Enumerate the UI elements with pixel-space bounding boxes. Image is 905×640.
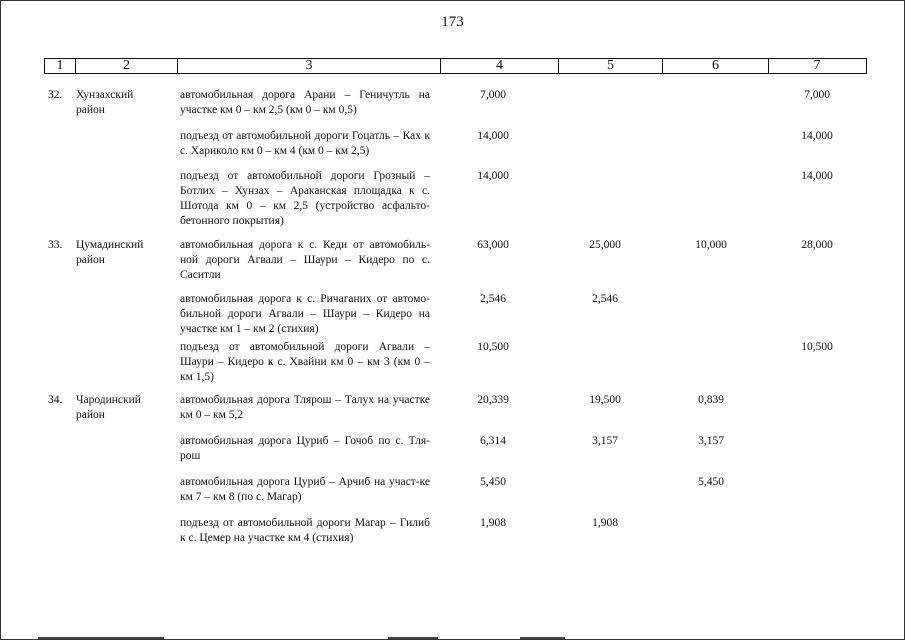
road-description: автомобильная дорога Арани – Геничутль на участке км 0 – км 2,5 (км 0 – км 0,5) (180, 89, 430, 116)
bottom-rule (388, 637, 438, 639)
value-col-7: 10,500 (801, 341, 833, 353)
road-description: подъезд от автомобильной дороги Магар – Гилиб к с. Цемер на участке км 4 (стихия) (180, 517, 430, 544)
value-col-5: 25,000 (589, 239, 621, 251)
value-col-4: 10,500 (477, 341, 509, 353)
road-description: автомобильная дорога к с. Ричаганих от автомо-бильной дороги Агвали – Шаури – Кидеро на участке км 1 – км 2 (стихия) (180, 293, 430, 335)
value-col-7: 14,000 (801, 130, 833, 142)
value-col-4: 5,450 (480, 476, 506, 488)
value-col-4: 1,908 (480, 517, 506, 529)
value-col-4: 63,000 (477, 239, 509, 251)
header-col-1: 1 (56, 58, 64, 73)
value-col-6: 5,450 (698, 476, 724, 488)
row-number: 34. (48, 394, 63, 406)
value-col-7: 28,000 (801, 239, 833, 251)
value-col-5: 1,908 (592, 517, 618, 529)
road-description: автомобильная дорога Цуриб – Арчиб на участ-ке км 7 – км 8 (по с. Магар) (180, 476, 430, 503)
value-col-4: 6,314 (480, 435, 506, 447)
value-col-6: 10,000 (695, 239, 727, 251)
bottom-rule (38, 637, 164, 639)
row-number: 33. (48, 239, 63, 251)
value-col-7: 7,000 (804, 89, 830, 101)
header-col-5: 5 (558, 59, 662, 73)
value-col-5: 3,157 (592, 435, 618, 447)
header-col-6: 6 (662, 59, 768, 73)
header-col-2: 2 (75, 59, 177, 73)
row-number: 32. (48, 89, 63, 101)
value-col-4: 14,000 (477, 130, 509, 142)
table-header (44, 58, 867, 74)
district-name: Чародинский район (76, 394, 141, 421)
value-col-6: 3,157 (698, 435, 724, 447)
header-col-7: 7 (768, 59, 865, 73)
district-name: Хунзахский район (76, 89, 134, 116)
header-col-3: 3 (177, 59, 440, 73)
district-name: Цумадинский район (76, 239, 144, 266)
road-description: подъезд от автомобильной дороги Гоцатль – Ках к с. Хариколо км 0 – км 4 (км 0 – км 2,5) (180, 130, 430, 157)
value-col-5: 2,546 (592, 293, 618, 305)
header-col-4: 4 (440, 59, 558, 73)
page-number: 173 (441, 14, 464, 30)
road-description: автомобильная дорога Тлярош – Талух на участке км 0 – км 5,2 (180, 394, 430, 421)
road-description: автомобильная дорога Цуриб – Гочоб по с. Тля-рош (180, 435, 430, 462)
value-col-4: 20,339 (477, 394, 509, 406)
road-description: автомобильная дорога к с. Кеди от автомобиль-ной дороги Агвали – Шаури – Кидеро по с. Саситли (180, 239, 430, 281)
value-col-4: 2,546 (480, 293, 506, 305)
value-col-5: 19,500 (589, 394, 621, 406)
value-col-6: 0,839 (698, 394, 724, 406)
bottom-rule (520, 637, 565, 639)
value-col-4: 14,000 (477, 170, 509, 182)
value-col-4: 7,000 (480, 89, 506, 101)
road-description: подъезд от автомобильной дороги Агвали – Шаури – Кидеро к с. Хвайни км 0 – км 3 (км 0 – км 1,5) (180, 341, 430, 383)
value-col-7: 14,000 (801, 170, 833, 182)
road-description: подъезд от автомобильной дороги Грозный – Ботлих – Хунзах – Араканская площадка к с. Шотода км 0 – км 2,5 (устройство асфальто-бетонного покрытия) (180, 170, 430, 227)
